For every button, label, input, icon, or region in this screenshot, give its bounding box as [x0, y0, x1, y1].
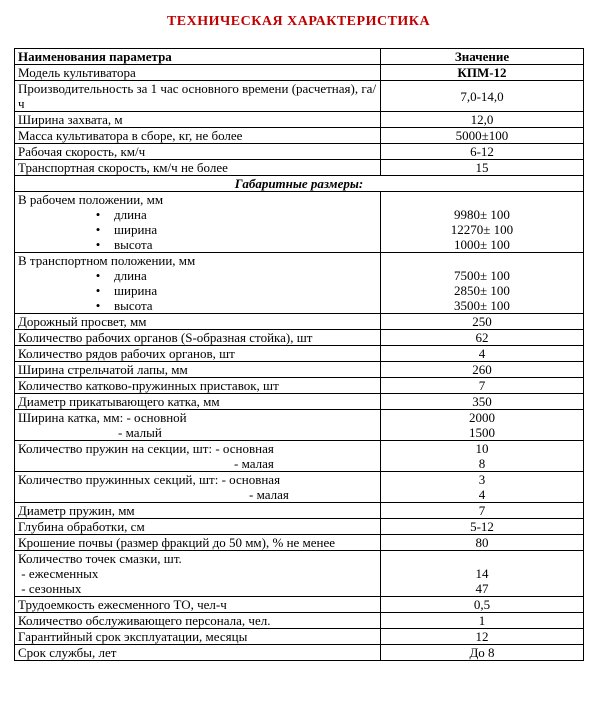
param-name: Количество катково-пружинных приставок, шт	[15, 378, 381, 394]
table-row	[15, 112, 584, 128]
table-row	[15, 144, 584, 160]
section-row	[15, 176, 584, 192]
param-name: Глубина обработки, см	[15, 519, 381, 535]
param-name	[15, 441, 381, 472]
param-name: Срок службы, лет	[15, 645, 381, 661]
table-row	[15, 81, 584, 112]
item-value: 3500± 100	[454, 298, 510, 313]
param-value: 12,0	[381, 112, 584, 128]
lube-label: Количество точек смазки, шт.	[18, 551, 182, 566]
springs-value-small: 8	[478, 456, 486, 471]
table-row	[15, 519, 584, 535]
lube-value-season: 47	[475, 581, 489, 596]
bullet-icon: •	[95, 237, 101, 252]
param-value: 4	[381, 346, 584, 362]
group-label: В транспортном положении, мм	[18, 253, 196, 268]
item-value: 1000± 100	[454, 237, 510, 252]
table-row	[15, 441, 584, 472]
param-name: Транспортная скорость, км/ч не более	[15, 160, 381, 176]
document-title: ТЕХНИЧЕСКАЯ ХАРАКТЕРИСТИКА	[166, 14, 431, 29]
param-value: 5-12	[381, 519, 584, 535]
table-row	[15, 472, 584, 503]
table-row	[15, 253, 584, 314]
param-name: Количество рядов рабочих органов, шт	[15, 346, 381, 362]
param-name	[15, 410, 381, 441]
param-value: 1	[381, 613, 584, 629]
param-value: 7	[381, 378, 584, 394]
param-value: 260	[381, 362, 584, 378]
bullet-icon: •	[95, 283, 101, 298]
springs-label-small: - малая	[234, 456, 274, 471]
springs-label-main: Количество пружин на секции, шт: - основная	[18, 441, 274, 456]
sections-label-small: - малая	[249, 487, 289, 502]
table-row	[15, 314, 584, 330]
item-label: высота	[114, 237, 153, 252]
table-row	[15, 503, 584, 519]
table-row	[15, 597, 584, 613]
spec-table	[14, 48, 584, 661]
param-value: До 8	[381, 645, 584, 661]
table-row	[15, 192, 584, 253]
section-title: Габаритные размеры:	[15, 176, 584, 192]
roller-value-main: 2000	[469, 410, 495, 425]
param-name: Количество обслуживающего персонала, чел.	[15, 613, 381, 629]
param-name: Ширина захвата, м	[15, 112, 381, 128]
param-value	[381, 192, 584, 253]
param-value: 15	[381, 160, 584, 176]
table-header	[15, 49, 584, 65]
table-row	[15, 410, 584, 441]
param-value: 350	[381, 394, 584, 410]
sections-value-small: 4	[478, 487, 486, 502]
param-value: 80	[381, 535, 584, 551]
lube-label-season: - сезонных	[18, 581, 82, 596]
bullet-icon: •	[95, 207, 101, 222]
item-label: ширина	[114, 283, 158, 298]
bullet-icon: •	[95, 268, 101, 283]
table-row	[15, 65, 584, 81]
param-value	[381, 253, 584, 314]
param-value	[381, 410, 584, 441]
item-label: ширина	[114, 222, 158, 237]
lube-value-shift: 14	[475, 566, 489, 581]
table-row	[15, 613, 584, 629]
bullet-icon: •	[95, 298, 101, 313]
lube-label-shift: - ежесменных	[18, 566, 99, 581]
sections-value-main: 3	[478, 472, 486, 487]
param-name: Трудоемкость ежесменного ТО, чел-ч	[15, 597, 381, 613]
param-name: Производительность за 1 час основного времени (расчетная), га/ч	[15, 81, 381, 112]
param-name: Ширина стрельчатой лапы, мм	[15, 362, 381, 378]
param-name: Диаметр прикатывающего катка, мм	[15, 394, 381, 410]
table-row	[15, 362, 584, 378]
item-value: 2850± 100	[454, 283, 510, 298]
roller-value-small: 1500	[469, 425, 495, 440]
header-value: Значение	[381, 49, 584, 65]
item-label: высота	[114, 298, 153, 313]
sections-label-main: Количество пружинных секций, шт: - основная	[18, 472, 281, 487]
springs-value-main: 10	[475, 441, 489, 456]
bullet-icon: •	[95, 222, 101, 237]
header-param: Наименования параметра	[15, 49, 381, 65]
param-value: 12	[381, 629, 584, 645]
param-name	[15, 192, 381, 253]
param-name	[15, 472, 381, 503]
param-name: Масса культиватора в сборе, кг, не более	[15, 128, 381, 144]
param-value	[381, 441, 584, 472]
param-name: Гарантийный срок эксплуатации, месяцы	[15, 629, 381, 645]
param-name	[15, 253, 381, 314]
table-row	[15, 394, 584, 410]
table-row	[15, 551, 584, 597]
param-value: 7	[381, 503, 584, 519]
table-row	[15, 128, 584, 144]
param-value: 7,0-14,0	[381, 81, 584, 112]
param-value: 6-12	[381, 144, 584, 160]
roller-label-main: Ширина катка, мм: - основной	[18, 410, 187, 425]
param-value: 62	[381, 330, 584, 346]
param-name: Количество рабочих органов (S-образная стойка), шт	[15, 330, 381, 346]
item-label: длина	[114, 268, 147, 283]
group-label: В рабочем положении, мм	[18, 192, 164, 207]
param-name: Рабочая скорость, км/ч	[15, 144, 381, 160]
param-value: 0,5	[381, 597, 584, 613]
param-name: Диаметр пружин, мм	[15, 503, 381, 519]
table-row	[15, 346, 584, 362]
item-value: 7500± 100	[454, 268, 510, 283]
item-value: 9980± 100	[454, 207, 510, 222]
table-row	[15, 629, 584, 645]
param-value: 5000±100	[381, 128, 584, 144]
item-value: 12270± 100	[450, 222, 514, 237]
param-value: 250	[381, 314, 584, 330]
param-value	[381, 551, 584, 597]
roller-label-small: - малый	[118, 425, 162, 440]
table-row	[15, 645, 584, 661]
param-name: Крошение почвы (размер фракций до 50 мм), % не менее	[15, 535, 381, 551]
table-row	[15, 160, 584, 176]
param-value: КПМ-12	[381, 65, 584, 81]
param-name: Дорожный просвет, мм	[15, 314, 381, 330]
param-name	[15, 551, 381, 597]
param-value	[381, 472, 584, 503]
table-row	[15, 535, 584, 551]
table-row	[15, 330, 584, 346]
item-label: длина	[114, 207, 147, 222]
table-row	[15, 378, 584, 394]
param-name: Модель культиватора	[15, 65, 381, 81]
